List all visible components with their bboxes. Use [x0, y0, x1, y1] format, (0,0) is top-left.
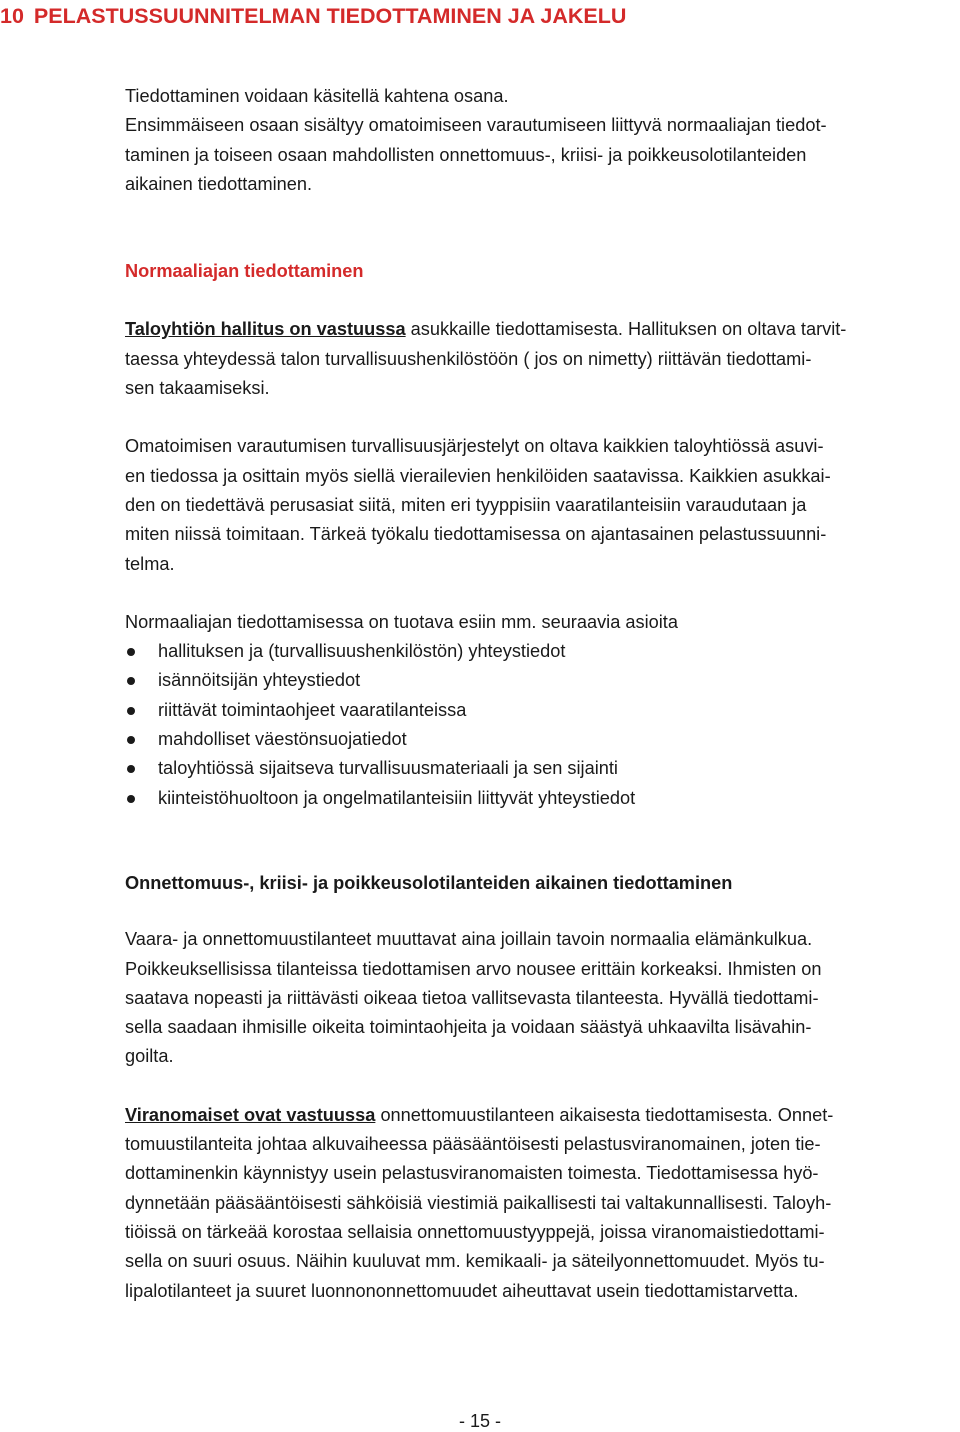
bullet-icon [127, 736, 135, 744]
paragraph-text: Poikkeuksellisissa tilanteissa tiedottamisen arvo nousee erittäin korkeaksi. Ihmisten on [125, 958, 822, 979]
list-item-text: isännöitsijän yhteystiedot [158, 670, 361, 691]
paragraph-text: Vaara- ja onnettomuustilanteet muuttavat aina joillain tavoin normaalia elämänkulkua. [125, 929, 813, 950]
paragraph-text: dottaminenkin käynnistyy usein pelastusviranomaisten toimesta. Tiedottamisessa hyö- [125, 1163, 819, 1184]
paragraph-text: saatava nopeasti ja riittävästi oikeaa tietoa vallitsevasta tilanteesta. Hyvällä tiedottami- [125, 987, 819, 1008]
intro-text: Tiedottaminen voidaan käsitellä kahtena osana. [125, 86, 509, 106]
paragraph-text: sella on suuri osuus. Näihin kuuluvat mm. kemikaali- ja säteilyonnettomuudet. Myös tu- [125, 1251, 825, 1272]
paragraph-text: en tiedossa ja osittain myös siellä vierailevien henkilöiden saatavissa. Kaikkien asukkai- [125, 465, 831, 486]
chapter-title: PELASTUSSUUNNITELMAN TIEDOTTAMINEN JA JAKELU [33, 4, 627, 28]
section-heading-normal: Normaaliajan tiedottaminen [125, 261, 364, 282]
paragraph-preparedness [125, 432, 955, 578]
paragraph-text: dynnetään pääsääntöisesti sähköisiä viestimiä paikallisesti tai valtakunnallisesti. Taloyh- [125, 1192, 832, 1213]
paragraph-board-responsibility [125, 315, 955, 403]
paragraph-text: sen takaamiseksi. [125, 378, 270, 399]
paragraph-text: goilta. [125, 1046, 174, 1067]
bullet-icon [127, 677, 135, 685]
paragraph-text: tiöissä on tärkeää korostaa sellaisia onnettomuustyyppejä, joissa viranomaistiedottami- [125, 1221, 825, 1242]
intro-paragraph [125, 111, 955, 199]
list-item [125, 725, 955, 754]
intro-text: Ensimmäiseen osaan sisältyy omatoimiseen varautumiseen liittyvä normaaliajan tiedot- [125, 115, 827, 136]
list-intro: Normaaliajan tiedottamisessa on tuotava esiin mm. seuraavia asioita [125, 611, 678, 632]
paragraph-authorities [125, 1101, 955, 1306]
paragraph-text: miten niissä toimitaan. Tärkeä työkalu tiedottamisessa on ajantasainen pelastussuunni- [125, 524, 827, 545]
list-item [125, 784, 955, 813]
list-item-text: hallituksen ja (turvallisuushenkilöstön) yhteystiedot [158, 641, 566, 662]
paragraph-text: telma. [125, 553, 175, 574]
page-number: - 15 - [458, 1411, 501, 1431]
bullet-icon [127, 707, 135, 715]
bullet-icon [127, 795, 135, 803]
list-item-text: kiinteistöhuoltoon ja ongelmatilanteisiin liittyvät yhteystiedot [158, 787, 636, 808]
paragraph-text: Omatoimisen varautumisen turvallisuusjärjestelyt on oltava kaikkien taloyhtiössä asuvi- [125, 436, 824, 457]
list-item [125, 754, 955, 783]
paragraph-text: tomuustilanteita johtaa alkuvaiheessa pääsääntöisesti pelastusviranomainen, joten tie- [125, 1134, 821, 1155]
list-item-text: mahdolliset väestönsuojatiedot [158, 729, 407, 750]
paragraph-text: taessa yhteydessä talon turvallisuushenkilöstöön ( jos on nimetty) riittävän tiedottami- [125, 348, 812, 369]
paragraph-text: lipalotilanteet ja suuret luonnononnettomuudet aiheuttavat usein tiedottamistarvetta. [125, 1280, 799, 1301]
paragraph-text: den on tiedettävä perusasiat siitä, miten eri tyyppisiin vaaratilanteisiin varaudutaan ja [125, 494, 807, 515]
paragraph-text: asukkaille tiedottamisesta. Hallituksen on oltava tarvit- [410, 319, 847, 340]
authorities-responsibility-emphasis: Viranomaiset ovat vastuussa [125, 1104, 376, 1125]
list-item [125, 666, 955, 695]
intro-line [125, 82, 955, 111]
list-item [125, 696, 955, 725]
paragraph-emergency-info [125, 925, 955, 1071]
document-body [125, 82, 955, 1306]
chapter-number: 10 [0, 4, 24, 28]
paragraph-text: onnettomuustilanteen aikaisesta tiedottamisesta. Onnet- [380, 1104, 834, 1125]
board-responsibility-emphasis: Taloyhtiön hallitus on vastuussa [125, 319, 406, 340]
section-heading-emergency: Onnettomuus-, kriisi- ja poikkeusolotilanteiden aikainen tiedottaminen [125, 872, 733, 893]
list-item-text: riittävät toimintaohjeet vaaratilanteissa [158, 699, 467, 720]
bullet-icon [127, 765, 135, 773]
list-item-text: taloyhtiössä sijaitseva turvallisuusmateriaali ja sen sijainti [158, 758, 618, 779]
list-item [125, 637, 955, 666]
bullet-icon [127, 648, 135, 656]
info-list [125, 637, 955, 813]
intro-text: taminen ja toiseen osaan mahdollisten onnettomuus-, kriisi- ja poikkeusolotilanteiden [125, 144, 807, 165]
page-title [0, 4, 626, 29]
intro-text: aikainen tiedottaminen. [125, 173, 313, 194]
paragraph-text: sella saadaan ihmisille oikeita toimintaohjeita ja voidaan säästyä uhkaavilta lisävahin- [125, 1017, 812, 1038]
